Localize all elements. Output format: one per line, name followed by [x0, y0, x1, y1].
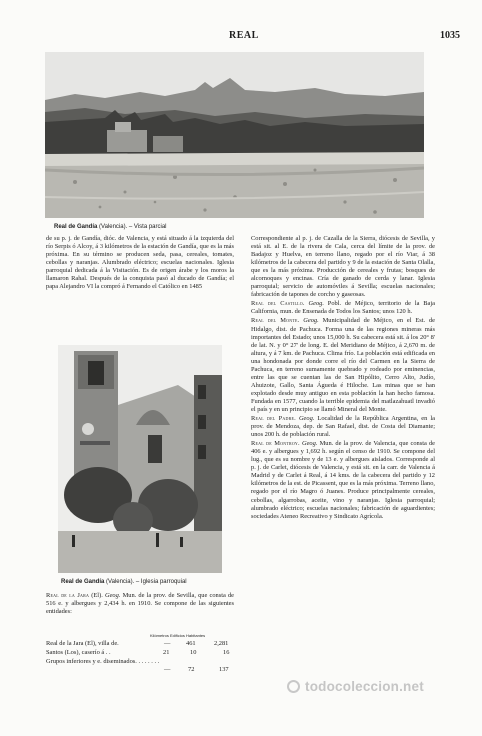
entry-lead: (El).	[89, 592, 105, 599]
entry-headword: Real de Montroy.	[251, 440, 300, 448]
photo2-caption-place: Real de Gandía	[61, 579, 105, 585]
photo-vista-parcial	[45, 52, 424, 218]
row-edificios: 461	[186, 640, 196, 647]
church-illustration	[58, 345, 222, 573]
column-left-text	[46, 235, 234, 291]
entry-body: Pobl. de Méjico, territorio de la Baja California, mun. de Ensenada de Todos los Santos; unos 120 h.	[251, 300, 435, 316]
photo2-caption-desc: (Valencia). – Iglesia parroquial	[104, 579, 187, 585]
header-title: REAL	[229, 30, 259, 41]
entry-body: Mun. de la prov. de Valencia, que consta de 406 e. y albergues y 1,692 h. según el censo de 1910. Se compone del lug., que es su nombre y de 13 e. y albergues aislados. Corresponde al p. j. de Carlet, diócesis de Valencia, y está sit. en la carr. de Valencia á Madrid y de Carlet á Real, á 14 kms. de la cabecera del partido y 12 kilómetros de la est. de Picassent, que es la más próxima. Terreno llano, regado por el río Magro ó Juanes. Produce principalmente cereales, cebollas, algarrobas, aceite, vino y naranjas. Iglesia parroquial; alumbrado eléctrico; escuelas nacionales; fabricación de aguardientes; sociedades Ateneo Recreativo y Sindicato Agrícola.	[251, 440, 436, 520]
entry-real-de-la-jara-continued: Correspondiente al p. j. de Cazalla de la Sierra, diócesis de Sevilla, y está sit. al E. de la rivera de Cala, cerca del límite de la prov. de Badajoz y Huelva, en terreno llano, regado por el río Viar, á 38 kilómetros de la cabecera del partido y 9 de la estación de Santa Olalla, que es la más próxima. Producción de cereales y frutas; bosques de alcornoques y encinas. Cría de ganado de cerda y lanar. Iglesia parroquial; servicio de automóviles á Sevilla; escuelas nacionales; fabricación de tapones de corcho y gaseosas.	[251, 235, 435, 299]
running-header	[0, 30, 482, 44]
entry-real-de-la-jara	[46, 592, 234, 616]
entry-body: Municipalidad de Méjico, en el Est. de Hidalgo, dist. de Pachuca. Forma una de las regiones mineras más importantes del Estado; unos 15,000 h. Su cabecera está sit. á los 20° 8' de lat. N. y 0° 27' de long. E. del Meridiano de Méjico, á 2,670 m. de altura, y á 7 km. de Pachuca. Clima frío. La población está edificada en una hondonada por donde corre el río del Carmen en la Sierra de Pachuca, en terreno sumamente quebrado y rodeado por eminencias, entre las que se cuentan las de San Hipólito, Cerro Alto, Judío, Ahuizote, Gallo, Santa Águeda é Hiloche. Las minas que se han explotado desde muy antiguo en esta población la han hecho famosa. Fundada en 1577, cuando la terrible epidemia del matlazahuatl invadió el país y en un principio se llamó Mineral del Monte.	[251, 317, 436, 413]
photo1-caption-place: Real de Gandía	[54, 224, 98, 230]
photo1-caption-desc: (Valencia). – Vista parcial	[97, 224, 167, 230]
row-name: Grupos inferiores y e. diseminados. . . . . . . .	[46, 658, 160, 665]
photo-iglesia-parroquial	[58, 345, 222, 573]
row-name: Santos (Los), caserío á . .	[46, 649, 111, 656]
watermark: todocoleccion.net	[305, 679, 424, 694]
row-habitantes: 137	[219, 666, 229, 673]
column-right-text	[251, 235, 435, 522]
entry-geog-label: Geog.	[301, 440, 318, 448]
row-km: —	[164, 666, 171, 673]
entry-real-del-castillo	[251, 300, 435, 316]
table-row	[46, 658, 162, 666]
table-row	[46, 649, 236, 657]
entry-geog-label: Geog.	[303, 317, 319, 325]
entry-real-de-montroy	[251, 440, 435, 520]
entry-geog-label: Geog.	[298, 415, 315, 423]
row-name: Real de la Jara (El), villa de.	[46, 640, 119, 647]
entry-real-del-padre	[251, 415, 435, 439]
entry-real-del-monte	[251, 317, 435, 414]
entry-real-de-gandia-continued: de su p. j. de Gandía, dióc. de Valencia, y está situado á la izquierda del río Serpis ó Alcoy, á 3 kilómetros de la estación de Gandía, que es la más próxima. En su término se producen seda, pasa, cereales, tomates, cebollas y naranjas. Alumbrado eléctrico; escuelas nacionales. Iglesia parroquial dedicada á la Visitación. Es de origen árabe y los moros la llamaron Rahal. Después de la conquista pasó al ducado de Gandía; el papa Alejandro VI la compró á Fernando el Católico en 1485	[46, 235, 234, 291]
entry-headword: Real del Padre.	[251, 415, 296, 423]
entry-headword: Real de la Jara	[46, 592, 90, 599]
row-edificios: 10	[190, 649, 197, 656]
entry-paragraph	[46, 592, 234, 616]
table-row	[46, 640, 236, 648]
row-habitantes: 2,281	[214, 640, 229, 647]
landscape-illustration	[45, 52, 424, 218]
row-edificios: 72	[188, 666, 195, 673]
entry-headword: Real del Castillo.	[251, 300, 305, 308]
entry-body: Localidad de la República Argentina, en la prov. de Mendoza, dep. de San Rafael, dist. de Costa del Diamante; unos 200 h. de población rural.	[251, 415, 435, 439]
entry-headword: Real del Monte.	[251, 317, 300, 325]
row-km: —	[164, 640, 171, 647]
watermark-logo-icon	[287, 680, 300, 693]
row-habitantes: 16	[223, 649, 230, 656]
photo1-caption	[54, 224, 167, 230]
entry-geog-label: Geog.	[104, 592, 121, 599]
entry-body: Mun. de la prov. de Sevilla, que consta de 516 e. y albergues y 2,434 h. en 1910. Se compone de las siguientes entidades:	[46, 592, 234, 616]
row-km: 21	[163, 649, 170, 656]
entry-geog-label: Geog.	[308, 300, 324, 308]
photo2-caption	[61, 579, 187, 585]
table-row-values	[46, 666, 236, 674]
table-header: Kilómetros Edificios Habitantes	[150, 633, 206, 638]
page-number: 1035	[440, 30, 460, 41]
